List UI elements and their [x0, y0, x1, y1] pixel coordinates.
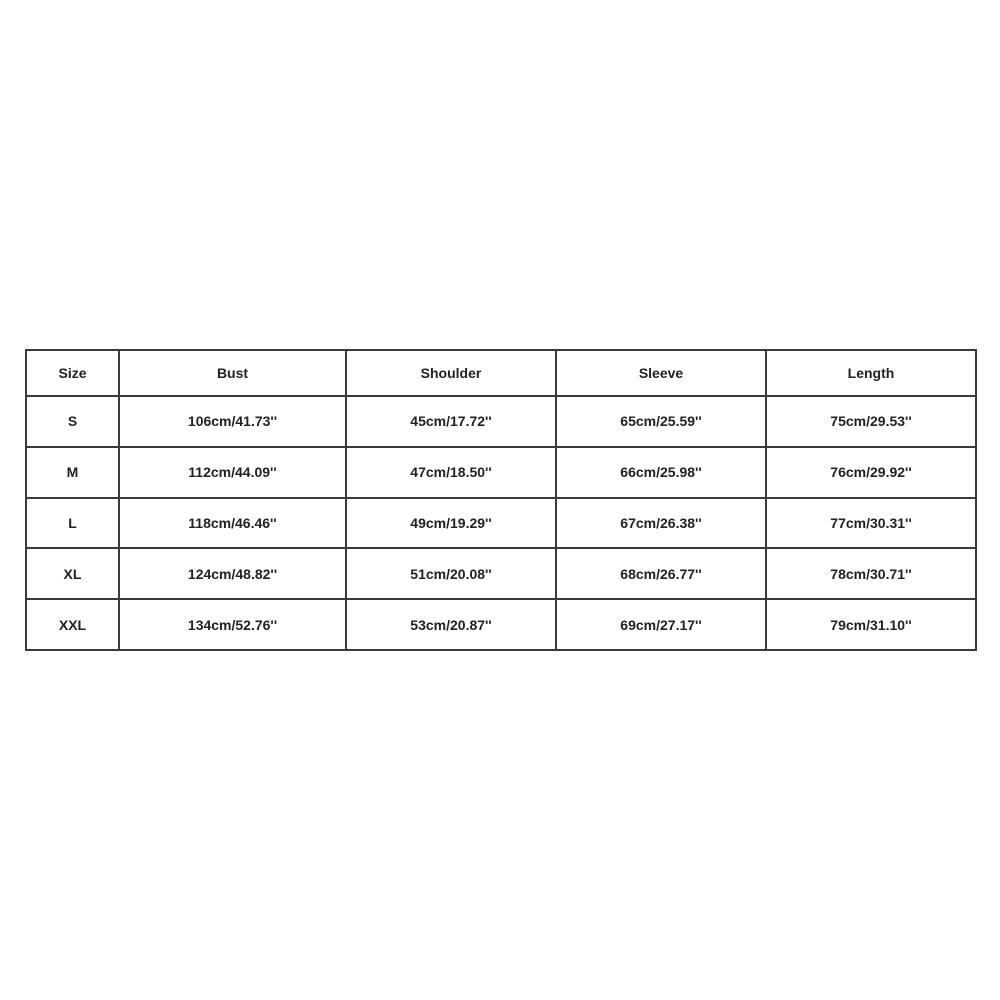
cell-sleeve: 68cm/26.77''	[556, 548, 766, 599]
cell-size: XXL	[26, 599, 119, 650]
size-chart-table	[25, 349, 977, 651]
cell-shoulder: 45cm/17.72''	[346, 396, 556, 447]
cell-length: 77cm/30.31''	[766, 498, 976, 549]
cell-length: 79cm/31.10''	[766, 599, 976, 650]
cell-sleeve: 66cm/25.98''	[556, 447, 766, 498]
cell-bust: 106cm/41.73''	[119, 396, 346, 447]
cell-bust: 134cm/52.76''	[119, 599, 346, 650]
table-row	[26, 396, 976, 447]
cell-length: 78cm/30.71''	[766, 548, 976, 599]
cell-length: 76cm/29.92''	[766, 447, 976, 498]
table-row	[26, 447, 976, 498]
cell-sleeve: 69cm/27.17''	[556, 599, 766, 650]
cell-bust: 124cm/48.82''	[119, 548, 346, 599]
cell-bust: 118cm/46.46''	[119, 498, 346, 549]
header-shoulder: Shoulder	[346, 350, 556, 396]
table-row	[26, 498, 976, 549]
cell-size: M	[26, 447, 119, 498]
table-row	[26, 599, 976, 650]
cell-shoulder: 53cm/20.87''	[346, 599, 556, 650]
cell-size: XL	[26, 548, 119, 599]
header-length: Length	[766, 350, 976, 396]
table-row	[26, 548, 976, 599]
cell-sleeve: 67cm/26.38''	[556, 498, 766, 549]
cell-shoulder: 49cm/19.29''	[346, 498, 556, 549]
header-row	[26, 350, 976, 396]
header-sleeve: Sleeve	[556, 350, 766, 396]
header-bust: Bust	[119, 350, 346, 396]
cell-size: S	[26, 396, 119, 447]
cell-shoulder: 47cm/18.50''	[346, 447, 556, 498]
cell-size: L	[26, 498, 119, 549]
cell-bust: 112cm/44.09''	[119, 447, 346, 498]
cell-length: 75cm/29.53''	[766, 396, 976, 447]
cell-shoulder: 51cm/20.08''	[346, 548, 556, 599]
cell-sleeve: 65cm/25.59''	[556, 396, 766, 447]
header-size: Size	[26, 350, 119, 396]
